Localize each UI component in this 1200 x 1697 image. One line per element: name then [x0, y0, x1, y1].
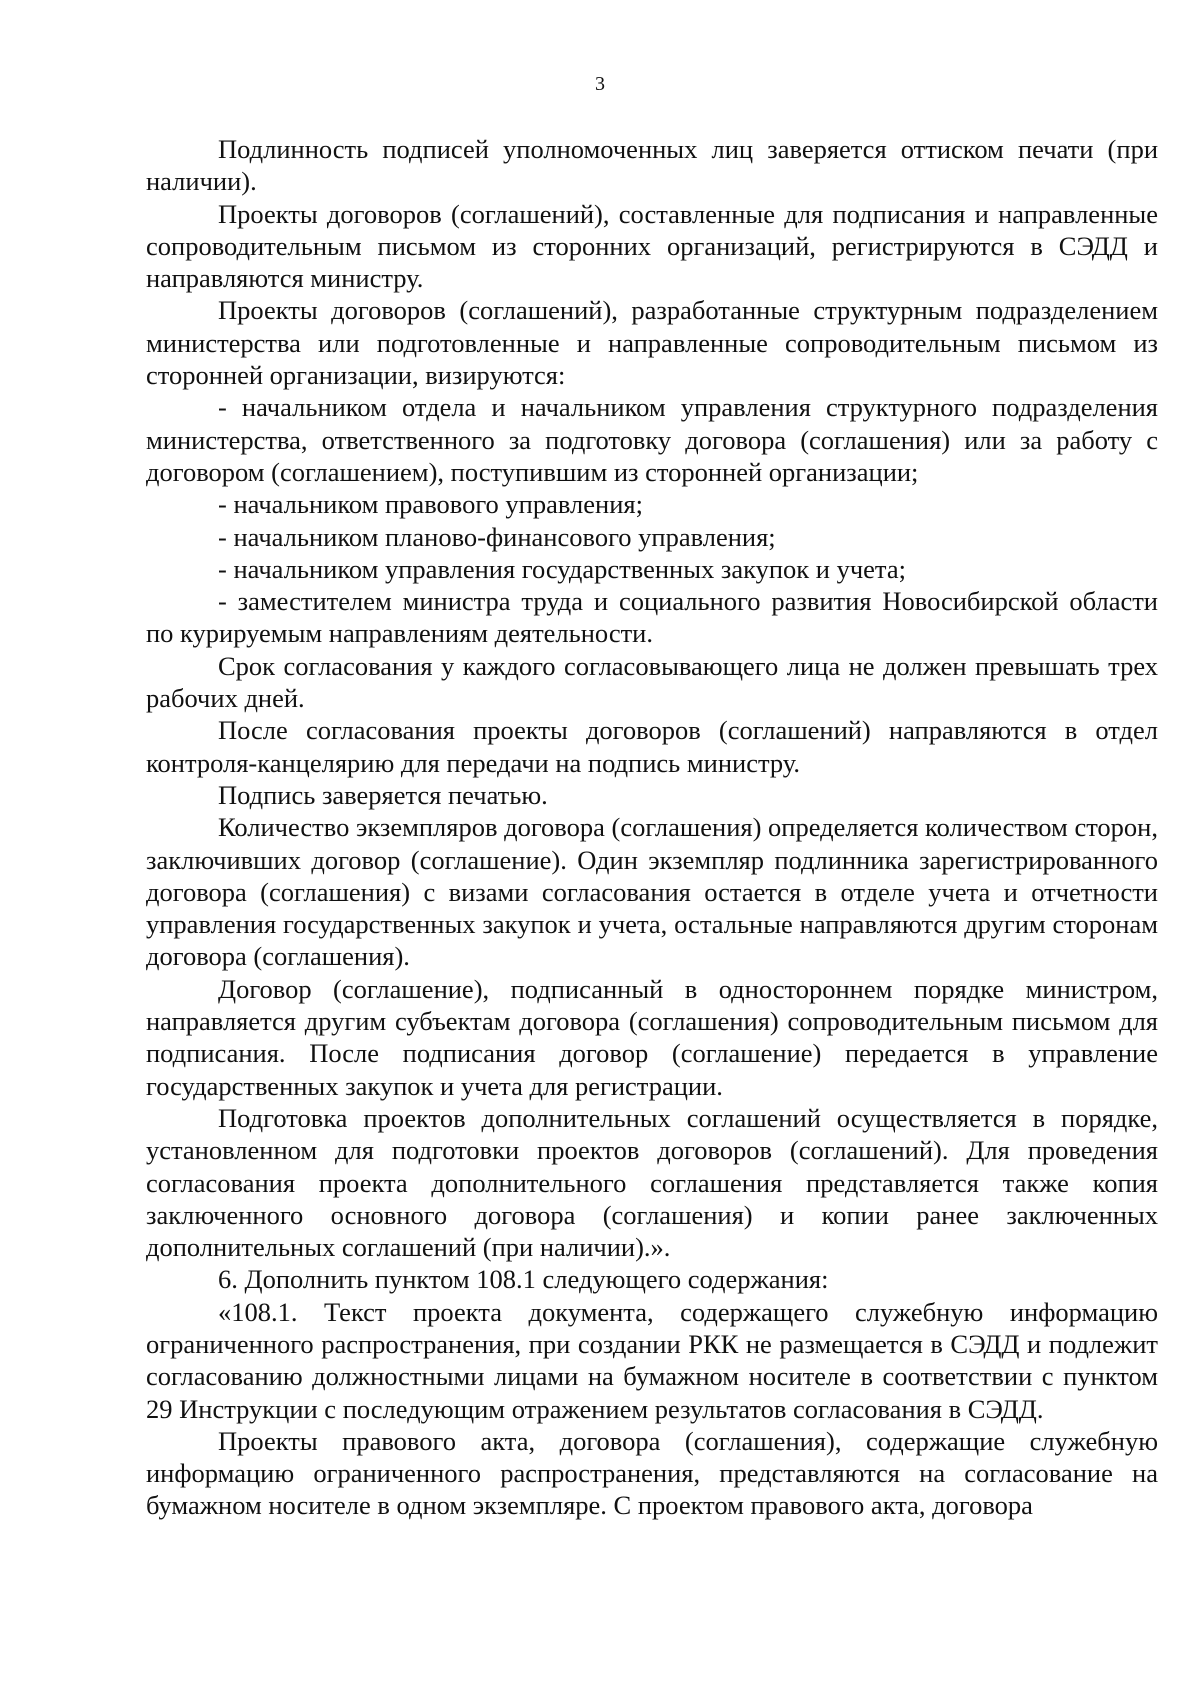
list-item: - заместителем министра труда и социального развития Новосибирской области по курируемым направлениям деятельности.: [146, 586, 1158, 649]
paragraph: После согласования проекты договоров (соглашений) направляются в отдел контроля-канцелярию для передачи на подпись министру.: [146, 715, 1158, 778]
page-number: 3: [595, 73, 605, 95]
list-item: - начальником отдела и начальником управления структурного подразделения министерства, ответственного за подготовку договора (соглашения) или за работу с договором (соглашением), поступившим из сторонней организации;: [146, 392, 1158, 487]
list-item: - начальником управления государственных закупок и учета;: [218, 553, 906, 584]
paragraph: Срок согласования у каждого согласовывающего лица не должен превышать трех рабочих дней.: [146, 650, 1158, 714]
paragraph: Проекты договоров (соглашений), составленные для подписания и направленные сопроводительным письмом из сторонних организаций, регистрируются в СЭДД и направляются министру.: [146, 198, 1158, 294]
list-item: - начальником правового управления;: [218, 489, 643, 520]
paragraph: Проекты договоров (соглашений), разработанные структурным подразделением министерства или подготовленные и направленные сопроводительным письмом из сторонней организации, визируются:: [146, 295, 1158, 391]
paragraph: Подготовка проектов дополнительных соглашений осуществляется в порядке, установленном для подготовки проектов договоров (соглашений). Для проведения согласования проекта дополнительного соглашения представляется также копия заключенного основного договора (соглашения) и копии ранее заключенных дополнительных соглашений (при наличии).».: [146, 1102, 1158, 1263]
paragraph: 6. Дополнить пунктом 108.1 следующего содержания:: [218, 1264, 829, 1295]
paragraph: «108.1. Текст проекта документа, содержащего служебную информацию ограниченного распространения, при создании РКК не размещается в СЭДД и подлежит согласованию должностными лицами на бумажном носителе в соответствии с пунктом 29 Инструкции с последующим отражением результатов согласования в СЭДД.: [146, 1296, 1158, 1424]
paragraph: Договор (соглашение), подписанный в одностороннем порядке министром, направляется другим субъектам договора (соглашения) сопроводительным письмом для подписания. После подписания договор (соглашение) передается в управление государственных закупок и учета для регистрации.: [146, 973, 1158, 1101]
list-item: - начальником планово-финансового управления;: [218, 521, 776, 552]
paragraph: Подлинность подписей уполномоченных лиц заверяется оттиском печати (при наличии).: [146, 134, 1158, 197]
paragraph: Проекты правового акта, договора (соглашения), содержащие служебную информацию ограниченного распространения, представляются на согласование на бумажном носителе в одном экземпляре. С проектом правового акта, договора: [146, 1425, 1158, 1521]
paragraph: Подпись заверяется печатью.: [218, 779, 548, 810]
document-body: [146, 133, 1158, 1522]
paragraph: Количество экземпляров договора (соглашения) определяется количеством сторон, заключивших договор (соглашение). Один экземпляр подлинника зарегистрированного договора (соглашения) с визами согласования остается в отделе учета и отчетности управления государственных закупок и учета, остальные направляются другим сторонам договора (соглашения).: [146, 812, 1158, 972]
